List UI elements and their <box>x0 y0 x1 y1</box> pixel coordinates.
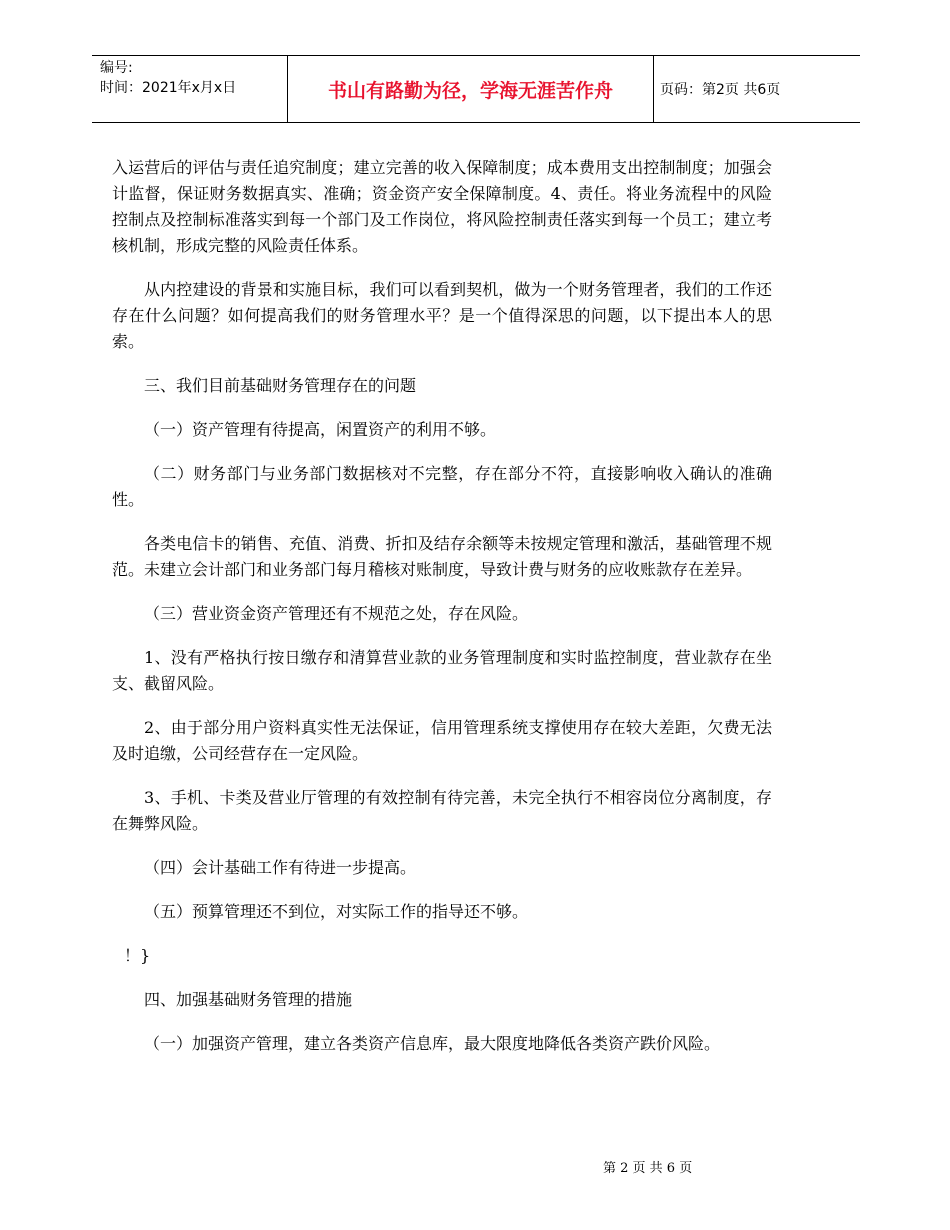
document-body <box>112 155 772 1075</box>
stray-characters: ！} <box>124 946 151 965</box>
paragraph: 从内控建设的背景和实施目标，我们可以看到契机，做为一个财务管理者，我们的工作还存在什么问题？如何提高我们的财务管理水平？是一个值得深思的问题，以下提出本人的思索。 <box>112 280 772 351</box>
paragraph: 各类电信卡的销售、充值、消费、折扣及结存余额等未按规定管理和激活，基础管理不规范。未建立会计部门和业务部门每月稽核对账制度，导致计费与财务的应收账款存在差异。 <box>112 534 772 579</box>
subsection-heading: （一）资产管理有待提高，闲置资产的利用不够。 <box>144 420 497 439</box>
section-heading: 三、我们目前基础财务管理存在的问题 <box>144 376 417 395</box>
subsection-heading: （四）会计基础工作有待进一步提高。 <box>144 858 417 877</box>
subsection-heading: （五）预算管理还不到位，对实际工作的指导还不够。 <box>144 902 529 921</box>
paragraph: 入运营后的评估与责任追究制度；建立完善的收入保障制度；成本费用支出控制制度；加强会计监督，保证财务数据真实、准确；资金资产安全保障制度。4、责任。将业务流程中的风险控制点及控制标准落实到每一个部门及工作岗位，将风险控制责任落实到每一个员工；建立考核机制，形成完整的风险责任体系。 <box>112 158 772 255</box>
page-footer: 第 2 页 共 6 页 <box>603 1161 693 1176</box>
list-item: 3、手机、卡类及营业厅管理的有效控制有待完善，未完全执行不相容岗位分离制度，存在舞弊风险。 <box>112 788 772 833</box>
subsection-heading: （一）加强资产管理，建立各类资产信息库，最大限度地降低各类资产跌价风险。 <box>144 1034 721 1053</box>
page-header <box>92 55 860 123</box>
list-item: 2、由于部分用户资料真实性无法保证，信用管理系统支撑使用存在较大差距，欠费无法及时追缴，公司经营存在一定风险。 <box>112 718 772 763</box>
section-heading: 四、加强基础财务管理的措施 <box>144 990 353 1009</box>
header-page-info: 页码：第2页 共6页 <box>660 82 781 98</box>
document-time: 时间：2021年x月x日 <box>100 80 237 96</box>
header-meta <box>100 58 280 98</box>
subsection-heading: （三）营业资金资产管理还有不规范之处，存在风险。 <box>144 604 529 623</box>
header-motto: 书山有路勤为径，学海无涯苦作舟 <box>287 56 654 122</box>
subsection-heading: （二）财务部门与业务部门数据核对不完整，存在部分不符，直接影响收入确认的准确性。 <box>112 464 772 509</box>
document-number-label: 编号: <box>100 60 133 76</box>
list-item: 1、没有严格执行按日缴存和清算营业款的业务管理制度和实时监控制度，营业款存在坐支、截留风险。 <box>112 648 772 693</box>
